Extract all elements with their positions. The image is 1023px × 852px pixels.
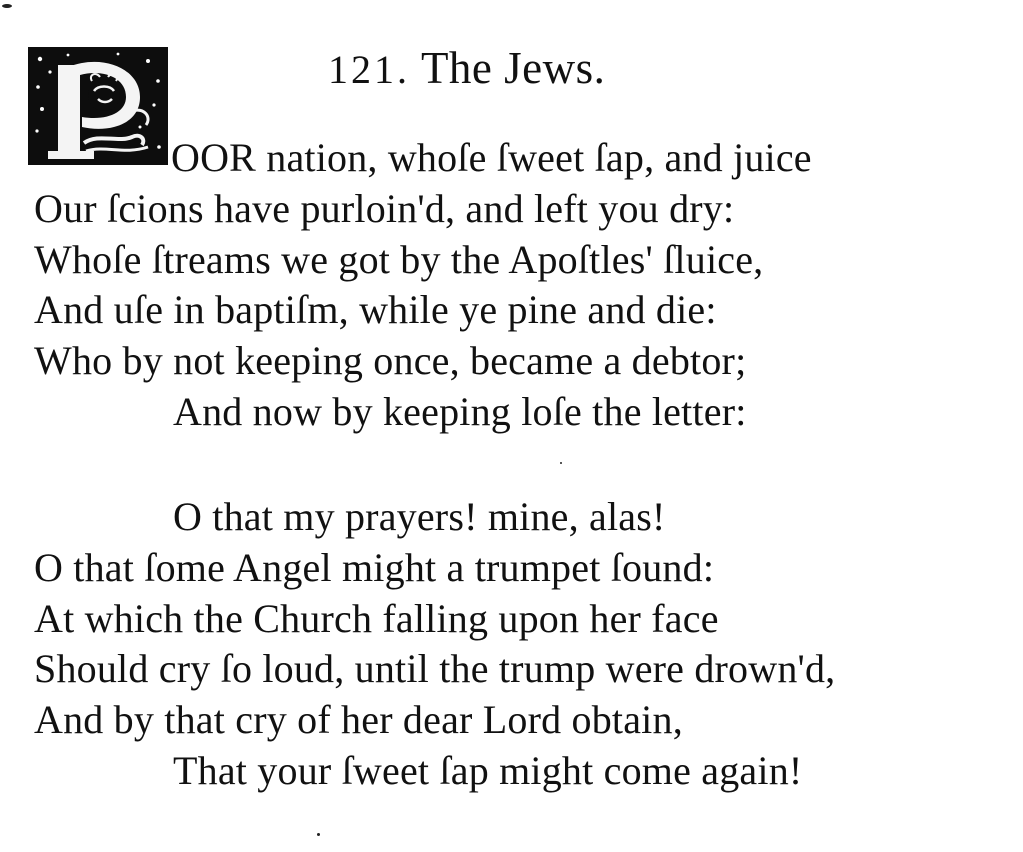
poem-line: That your ſweet ſap might come again!	[173, 748, 803, 793]
poem-line: And uſe in baptiſm, while ye pine and die:	[34, 287, 717, 332]
poem-line: At which the Church falling upon her face	[34, 596, 719, 641]
poem-line: O that ſome Angel might a trumpet ſound:	[34, 545, 715, 590]
decorated-initial-p	[28, 47, 168, 165]
poem-line: And by that cry of her dear Lord obtain,	[34, 697, 683, 742]
poem-line: And now by keeping loſe the letter:	[173, 389, 747, 434]
poem-number: 121.	[328, 47, 410, 92]
poem-line: Who by not keeping once, became a debtor;	[34, 338, 747, 383]
poem-title	[328, 38, 605, 100]
poem-title-text: The Jews.	[420, 43, 606, 93]
print-speck	[317, 833, 320, 836]
poem-line: Our ſcions have purloin'd, and left you dry:	[34, 186, 735, 231]
poem-line: Should cry ſo loud, until the trump were drown'd,	[34, 646, 836, 691]
poem-line: OOR nation, whoſe ſweet ſap, and juice	[171, 135, 812, 180]
poem-line: Whoſe ſtreams we got by the Apoſtles' ſluice,	[34, 237, 764, 282]
print-speck	[560, 462, 562, 464]
poem-line: O that my prayers! mine, alas!	[173, 494, 666, 539]
print-speck	[2, 4, 12, 8]
